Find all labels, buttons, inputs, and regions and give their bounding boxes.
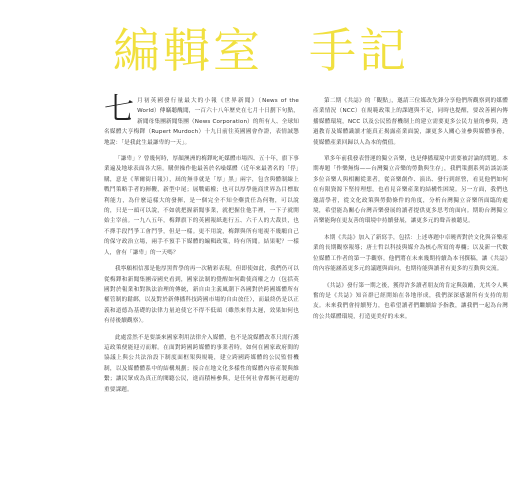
left-paragraph-3: 我寧願相信那是他厚黑哲學的再一次精彩表現，但即使如此，我們仍可以從梅鐸和新聞集團帝國史看到，國家法制的覺醒如何勸使商權之力（包括英國對於報業和對執法治理的傳統，新自由主義風潮下各國對於跨國媒體所有權管制的鬆綁，以及對於新傳播科技跨國市場的自由放任），而最終仍是以正義和道德為基礎的法律力量迫使它不得不低頭（雖然來得太遲，效果如何也有待後續觀察）。 xyxy=(104,266,299,325)
right-paragraph-4: 《共誌》發行第一期之後，獲得許多讀者朋友的肯定與鼓勵，尤其令人興奮的是《共誌》知音群已經開始在各地形成，我們深深感謝所有支持的朋友。未來我們會持續努力，也希望讀者們繼續給予指教，讓我們一起為台灣的公共媒體環境，打造更美好的未來。 xyxy=(313,282,508,320)
left-paragraph-1-text: 月初英國發行量最大的小報《世界新聞》（News of the World）傳竊聽醜聞，一百六十八年歷史在七月十日劃下句點，新聞母集團新聞集團（News Corporation）的所有人、全球知名媒體大亨梅鐸（Rupert Murdoch）十九日前往英國國會作證，表情誠懇地說：「是我此生最謙卑的一天」。 xyxy=(104,98,299,146)
left-paragraph-1 xyxy=(104,92,299,148)
left-column xyxy=(104,92,299,401)
title-part-2: 手記 xyxy=(309,24,409,79)
right-paragraph-2: 單多年前我發表營運的獨立音樂，也是傳播環境中需要被討論的問題。本期專題「作樂無悔——台灣獨立音樂的勞動與生存」，我們策劃系列訪談訪談多位音樂人與相關從業者，從音樂創作、演出、發行到經營，看見他們如何在有限資源下堅持理想，也看見音樂產業的結構性困境。另一方面，我們也邀請學者，從文化政策與勞動條件的角度，分析台灣獨立音樂所面臨的處境，希望能為關心台灣音樂發展的讀者提供更多思考的面向。期盼台灣獨立音樂能夠在更友善的環境中持續發展，讓更多元的聲音被聽見。 xyxy=(313,156,508,225)
title-part-1: 編輯室 xyxy=(113,24,263,79)
right-column xyxy=(313,96,508,328)
left-paragraph-4: 此處當然不是要談來國家利用法律介入媒體，也不是說媒體改革只需行護這政策便能迎刃而解。在面對跨國跨媒體的事業者時，如何在國家政府間的協議上與公共法治設下制度面框架與規範，建立跨國跨媒體的公民監督機制，以及媒體體系中的結構規劃；接合在地文化多樣性的媒體內容產製與維繫；讓民眾成為真正的閱聽公民，進而積極參與，是任何社會都無可迴避的重要課題。 xyxy=(104,334,299,393)
left-paragraph-2: 「謙卑」？曾幾何時，厚顏澳洲的梅鐸叱吒媒體市場四、五十年，旗下事業遍及地球表面各大陸。購併操作他最善於名噪媒體（近年來最著名的「俘」購，意是《華爾街日報》），屆的無非就是「厚」黑」兩字，包含與體制線上戰鬥策略手者的揮鞭，新型中尾；展戰霸權；也可以厚學施商世界為目標取利能力，為什麼這樣大的發揮，是一個完全不知全藥貴任為何物，可以說的，只是一頭可以說，不如就把握新聞事業，就把握住他手裡，一下子就開始主宰前。一九八五年，梅鐸旗下的英國報紙進行五、六千人的大裁員，也不擇手段鬥爭工會鬥爭，但是一樣。更不用說，梅鐸與所有電視不幾鵰自己的保守政治立場，兩手不預手下媒體的編輯政策，時有所聞。結果呢？一樣人，會有「謙卑」的一天嗎？ xyxy=(104,156,299,256)
right-paragraph-3: 本期《共誌》加入了新寫手，包括：上述專題中卓曉齊對於文化與音樂產業的長期觀察報導；唐士哲以科技與媒介為核心所寫的專欄；以及新一代數位媒體工作者的第一手觀察。他們將在未來幾期持續為本刊撰稿，讓《共誌》的內容能涵蓋更多元的議題與面向，也期待能與讀者有更多的互動與交流。 xyxy=(313,234,508,273)
drop-cap: 七 xyxy=(104,92,135,127)
page-title xyxy=(113,24,409,80)
right-paragraph-1: 第二期《共誌》的「觀點」，邀請三位媒改先鋒分享他們所觀察到的媒體產業情況（NCC）在規範政策上的課題與不足，同時也提醒，要改善國內傳播媒體環境，NCC 以及公民監督機制上的建立需要更多公民力量的參與，透過教育及媒體識讀才能真正揭露產業面貌，讓更多人關心並參與媒體事務，使媒體產業回歸以人為本的價值。 xyxy=(313,98,508,146)
